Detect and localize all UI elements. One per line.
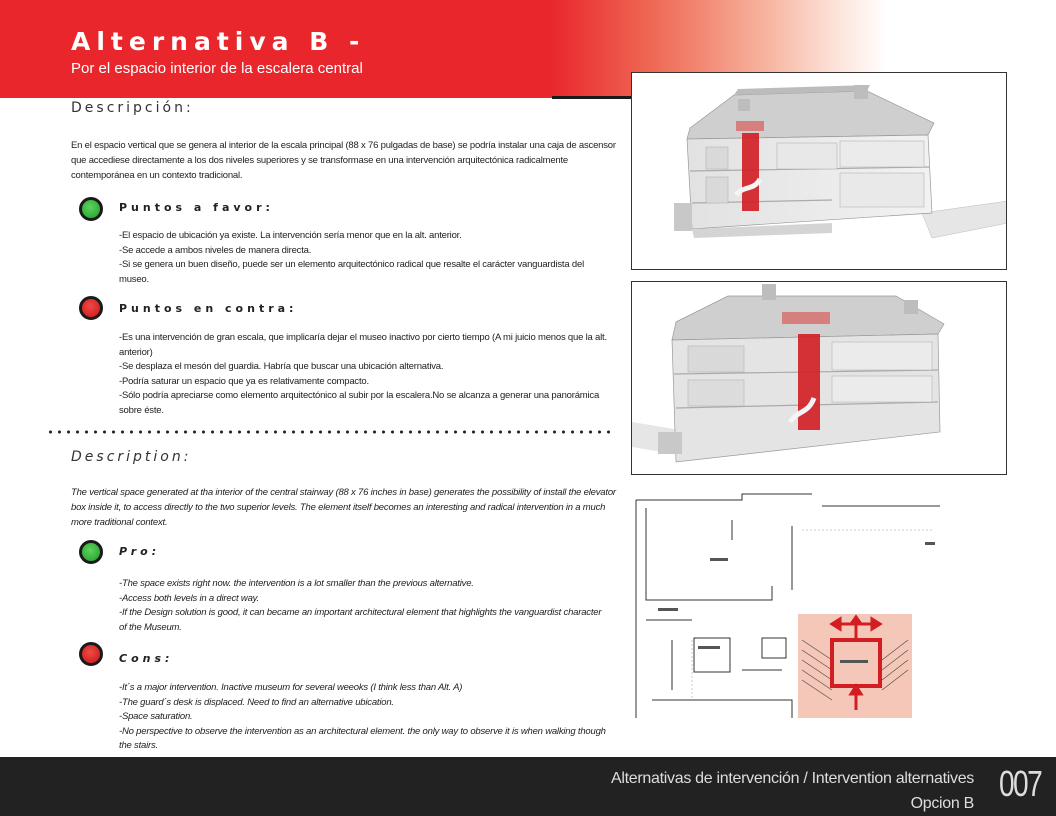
building-render-top (631, 72, 1007, 270)
page-number: 007 (999, 763, 1042, 804)
english-pros-list (119, 577, 609, 635)
english-description-heading: Description: (71, 449, 192, 465)
spanish-cons-heading: Puntos en contra: (119, 302, 298, 315)
list-item: -Podría saturar un espacio que ya es relativamente compacto. (119, 375, 369, 387)
footer-section-title: Alternativas de intervención / Intervention alternatives (611, 770, 974, 787)
list-item: -No perspective to observe the intervention as an architectural element. the only way to observe it is when walking though the stairs. (119, 725, 609, 751)
spanish-pros-list (119, 229, 609, 287)
spanish-cons-list (119, 331, 609, 418)
list-item: -Es una intervención de gran escala, que implicaría dejar el museo inactivo por cierto tiempo (A mi juicio menos que la alt. anterior) (119, 332, 610, 358)
building-render-bottom (631, 281, 1007, 475)
list-item: -Access both levels in a direct way. (119, 592, 259, 604)
footer-option-label: Opcion B (910, 795, 974, 812)
floor-plan-drawing (632, 490, 940, 722)
english-cons-heading: Cons: (119, 652, 174, 665)
con-red-dot-icon (79, 296, 103, 320)
list-item: -El espacio de ubicación ya existe. La intervención sería menor que en la alt. anterior. (119, 230, 462, 241)
list-item: -Space saturation. (119, 711, 193, 722)
header-divider (552, 96, 632, 99)
list-item: -Sólo podría apreciarse como elemento arquitectónico al subir por la escalera.No se alcanza a generar una panorámica sobre éste. (119, 390, 602, 416)
page-subtitle: Por el espacio interior de la escalera central (71, 60, 363, 77)
english-description-text: The vertical space generated at tha interior of the central stairway (88 x 76 inches in base) generates the possibility of install the elevator box inside it, to access directly to the two superior levels. The element itself becomes an interesting and radical intervention in a much more traditional context. (71, 487, 616, 528)
spanish-description-text: En el espacio vertical que se genera al interior de la escala principal (88 x 76 pulgadas de base) se podría instalar una caja de ascensor que accediese directamente a los dos niveles superiores y se transformase en una intervención arquitectónica radicalmente contemporánea en un contexto tradicional. (71, 140, 616, 181)
list-item: -Se desplaza el mesón del guardia. Habría que buscar una ubicación alternativa. (119, 361, 444, 372)
spanish-pros-heading: Puntos a favor: (119, 201, 274, 214)
english-cons-list (119, 681, 609, 754)
spanish-description-heading: Descripción: (71, 100, 194, 116)
dotted-divider (46, 430, 616, 434)
page-title: Alternativa B - (71, 27, 366, 56)
list-item: -Si se genera un buen diseño, puede ser un elemento arquitectónico radical que resalte el carácter vanguardista del museo. (119, 259, 587, 285)
english-pros-heading: Pro: (119, 545, 161, 558)
list-item: -If the Design solution is good, it can became an important architectural element that highlights the vanguardist character of the Museum. (119, 607, 604, 633)
list-item: -The space exists right now. the intervention is a lot smaller than the previous alternative. (119, 578, 474, 589)
list-item: -It´s a major intervention. Inactive museum for several weeoks (I think less than Alt. A) (119, 682, 463, 693)
list-item: -The guard´s desk is displaced. Need to find an alternative ubication. (119, 696, 394, 708)
pro-green-dot-icon (79, 197, 103, 221)
pro-green-dot-icon (79, 540, 103, 564)
con-red-dot-icon (79, 642, 103, 666)
list-item: -Se accede a ambos niveles de manera directa. (119, 244, 312, 256)
